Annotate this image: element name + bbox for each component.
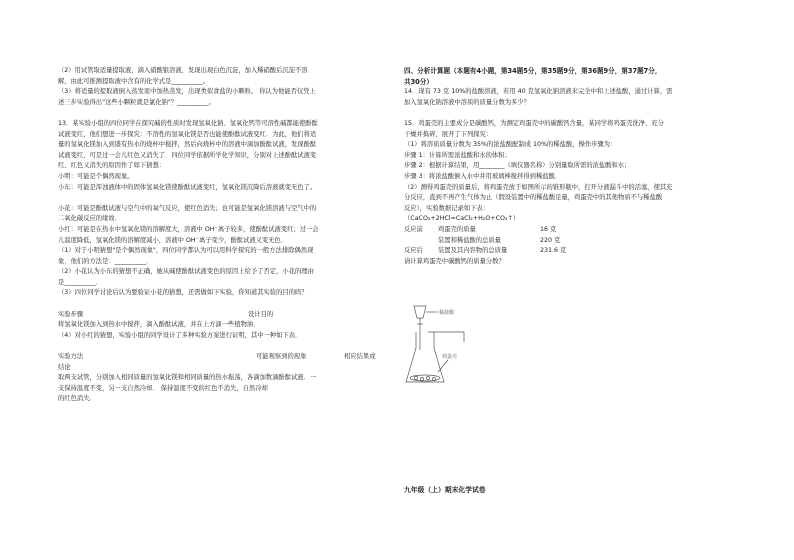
text-line: 15．鸡蛋壳的主要成分是碳酸钙，为测定鸡蛋壳中的碳酸钙含量，某同学将鸡蛋壳洗净、充分 bbox=[404, 119, 664, 127]
text-line: （1）将溶质质量分数为 35%的浓盐酸配制成 10%的稀盐酸，操作步骤为： bbox=[404, 141, 617, 149]
text-line: 试液变红，可是过一会儿红色又消失了．四位同学依据所学化学知识，分别对上述酚酞试液变 bbox=[58, 151, 317, 159]
text-line: 分反应，直到不再产生气体为止（假设装置中的稀盐酸足量，鸡蛋壳中的其他物质不与稀盐酸 bbox=[404, 194, 663, 202]
text-line: 试液变红，他们想进一步探究：不溶性的氢氧化镁是否也能使酚酞试液变红．为此，他们将适 bbox=[58, 130, 317, 138]
text-line: 14．现有 73 克 10%的盐酸溶液，若用 40 克氢氧化钠溶液来完全中和上述盐酸，通过计算，需 bbox=[404, 88, 673, 96]
data-table-cell: 反应后 bbox=[404, 247, 423, 255]
data-table-row bbox=[404, 236, 740, 247]
text-line: 小明：可能是个偶然现象。 bbox=[58, 172, 134, 180]
text-line: 量的氢氧化镁加入到盛有热水的烧杯中搅拌，然后向烧杯中的溶液中滴加酚酞试液，发现酚酞 bbox=[58, 141, 317, 149]
text-line: 述三步实验得出"这些小颗粒就是氯化钠"？__________。 bbox=[58, 98, 215, 106]
text-line: 小东：可能是浑浊液体中的固体氢氧化镁使酚酞试液变红，氢氧化镁沉降后溶液就变无色了。 bbox=[58, 183, 317, 191]
exp1-text-block bbox=[58, 320, 394, 341]
data-table-cell: 鸡蛋壳的质量 bbox=[438, 225, 476, 233]
exam-footer: 九年级（上）期末化学试卷 bbox=[404, 486, 486, 494]
reaction-equation: （CaCO₃+2HCl=CaCl₂+H₂O+CO₂↑） bbox=[404, 215, 520, 223]
exp1-step-header: 实验步骤 bbox=[58, 310, 84, 318]
text-line: （2）小花认为小东的猜想不正确，她从碱使酚酞试液变色的原因上给予了否定，小花的理由 bbox=[58, 268, 314, 276]
exp2-text-block bbox=[58, 363, 394, 405]
text-line: 加入氢氧化钠溶液中溶质的质量分数为多少？ bbox=[404, 98, 530, 106]
text-line: 反应），实验数据记录如下表： bbox=[404, 204, 490, 212]
text-line: 干燥并捣碎，展开了下列探究： bbox=[404, 130, 493, 138]
exp2-method-header: 实验方法 bbox=[58, 353, 84, 361]
text-line: （3）将适量的提取液倒入蒸发皿中加热蒸发，出现类似食盐的小颗粒。 你认为他能否仅凭上 bbox=[58, 88, 316, 96]
left-column bbox=[58, 66, 394, 405]
text-line: （3）四位同学讨论后认为要验证小花的猜想，还需做如下实验，你知道其实验的目的吗？ bbox=[58, 289, 308, 297]
text-line: 支保持温度不变，另一支自然冷却． 保持温度不变的红色不消失，自然冷却 bbox=[58, 384, 268, 392]
data-table-cell bbox=[404, 236, 438, 247]
text-line: （2）用试管取适量提取液，滴入硝酸银溶液，发现出现白色沉淀，加入稀硝酸后沉淀不溶 bbox=[58, 67, 308, 74]
exp2-conclusion-header: 相应结果或 bbox=[344, 353, 376, 361]
text-line: 是__________． bbox=[58, 278, 103, 286]
exp1-header-row bbox=[58, 310, 394, 321]
text-line: 将氢氧化镁加入到热水中搅拌，滴入酚酞试液，并在上方滴一些植物油． bbox=[58, 321, 260, 329]
question-14 bbox=[404, 87, 740, 108]
data-table bbox=[404, 225, 740, 257]
section-title-cont: 共30分） bbox=[404, 77, 433, 86]
final-question: 请计算鸡蛋壳中碳酸钙的质量分数？ bbox=[404, 257, 505, 265]
text-line: 解，由此可推测提取液中含有的化学式是__________。 bbox=[58, 77, 210, 85]
text-line bbox=[58, 108, 394, 119]
right-column bbox=[404, 66, 740, 267]
exp1-purpose-header: 设计目的 bbox=[248, 310, 274, 318]
data-table-cell: 装置和稀盐酸的总质量 bbox=[438, 236, 501, 244]
exp2-phenomenon-header: 可能观察到的现象 bbox=[256, 353, 307, 361]
text-line: （4）对小红的猜想，实验小组的同学设计了多种实验方案进行证明，其中一种如下表． bbox=[58, 331, 302, 339]
text-line: 红、红色又消失的原因作了如下猜想： bbox=[58, 162, 166, 170]
text-line: 小红：可能是在热水中氢氧化镁的溶解度大，溶液中 OH⁻离子较多，使酚酞试液变红；过一会 bbox=[58, 225, 319, 233]
text-line: 步骤 3：将浓盐酸倒入水中并用玻璃棒搅拌得到稀盐酸． bbox=[404, 172, 562, 180]
text-line: （1）对于小明猜想"是个偶然现象"，四位同学都认为可以用科学探究的一般方法排除偶然现 bbox=[58, 247, 314, 255]
left-text-block bbox=[58, 66, 394, 310]
text-line bbox=[58, 193, 394, 204]
text-line: 步骤 1：计算所需浓盐酸和水的体积； bbox=[404, 151, 511, 159]
data-table-row bbox=[404, 225, 740, 236]
shell-label: 鸡蛋壳 bbox=[442, 354, 458, 360]
funnel-label: 稀盐酸 bbox=[439, 310, 455, 316]
text-line: 的红色消失． bbox=[58, 395, 96, 403]
text-line: 13．某实验小组的四位同学在探究碱的性质时发现氢氧化钠、氢氧化钙等可溶性碱都能使酚酞 bbox=[58, 119, 318, 127]
text-line: （2）测得鸡蛋壳的质量后，将鸡蛋壳放于如图所示的锥形瓶中，打开分液漏斗中的活塞，使其充 bbox=[404, 183, 673, 191]
data-table-cell: 反应前 bbox=[404, 225, 423, 233]
data-table-cell: 16 克 bbox=[540, 225, 557, 233]
data-table-cell: 231.6 克 bbox=[540, 247, 567, 255]
text-line: 象．他们的方法是：__________． bbox=[58, 257, 153, 265]
flask-icon bbox=[406, 332, 444, 382]
data-table-cell: 装置及其内容物的总质量 bbox=[438, 247, 508, 255]
question-15 bbox=[404, 119, 740, 214]
text-line: 二氧化碳反应的缘故． bbox=[58, 215, 121, 223]
text-line bbox=[58, 299, 394, 310]
text-line: 小花：可能是酚酞试液与空气中的氧气反应，使红色消失；也可能是氢氧化镁溶液与空气中的 bbox=[58, 204, 317, 212]
section-title: 四、分析计算题（本题有4小题，第34题5分，第35题9分，第36题9分，第37题7分， bbox=[404, 67, 662, 75]
text-line: 步骤 2：根据计算结果，用________（填仪器名称）分别量取所需的浓盐酸和水； bbox=[404, 162, 631, 170]
text-line: 儿温度降低，氢氧化镁的溶解度减小，溶液中 OH⁻离子变少，酚酞试液又变无色． bbox=[58, 236, 288, 244]
data-table-row bbox=[404, 246, 740, 257]
exp2-header-row bbox=[58, 352, 394, 363]
data-table-cell: 220 克 bbox=[540, 236, 561, 244]
text-line: 结论 bbox=[58, 363, 71, 371]
text-line: 取两支试管，分别加入相同质量的氢氧化镁和相同质量的热水振荡，各滴加数滴酚酞试液．一 bbox=[58, 374, 317, 382]
apparatus-figure bbox=[404, 302, 484, 388]
funnel-icon bbox=[414, 306, 426, 318]
